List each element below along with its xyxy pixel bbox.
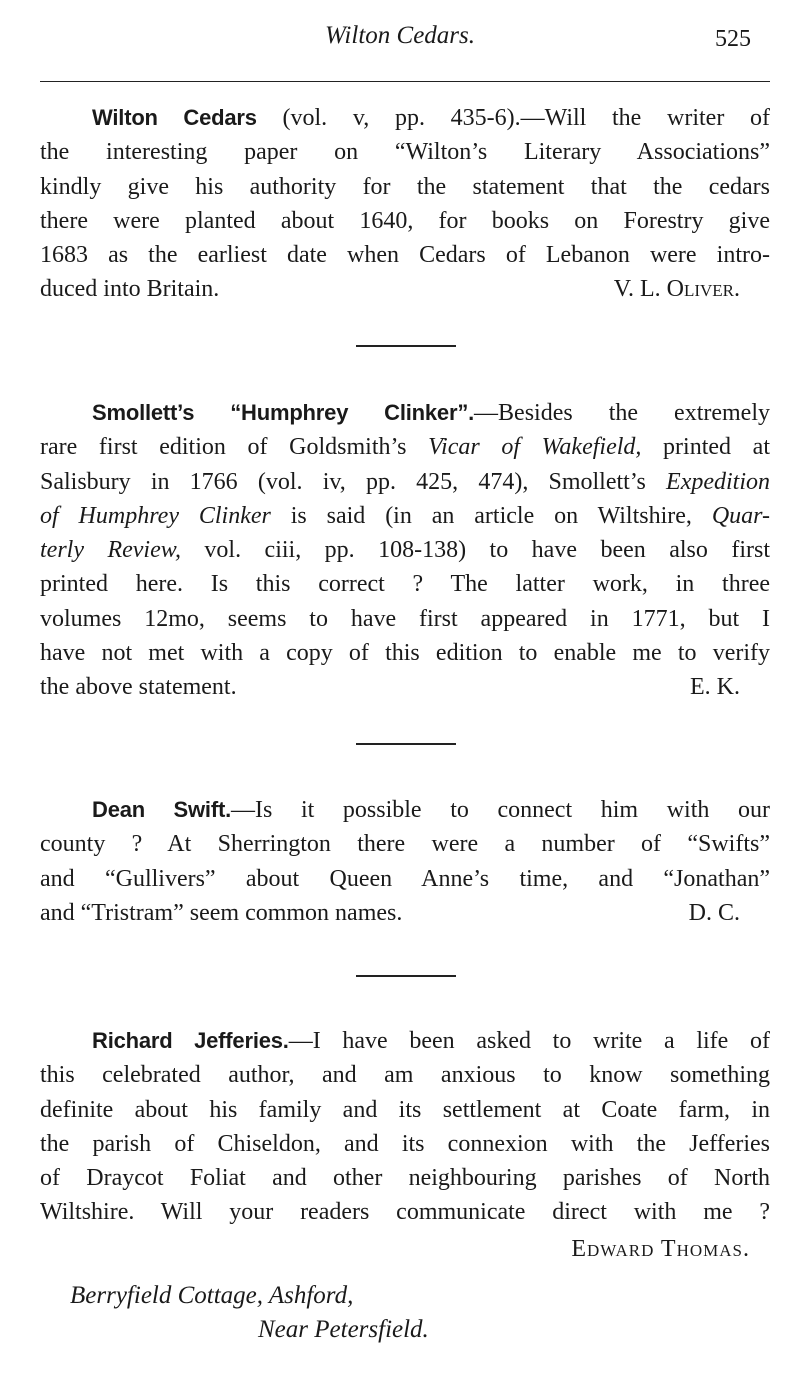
body-text: (vol. v, pp. 435-6).—Will the writer of (256, 105, 770, 131)
text-line (40, 827, 770, 861)
text-line (40, 1161, 770, 1195)
body-text: —Besides the extremely (474, 400, 770, 426)
body-text: rare first edition of Goldsmith’s (40, 434, 429, 461)
text-line (40, 793, 770, 827)
text-line (40, 896, 770, 930)
separator-rule (356, 743, 456, 745)
body-text: the above statement. (40, 674, 237, 701)
separator-rule (356, 975, 456, 977)
signature-edward-thomas: Edward Thomas. (571, 1236, 750, 1262)
body-text: there were planted about 1640, for books on Forestry give (40, 207, 770, 234)
text-line (40, 430, 770, 464)
text-line (40, 170, 770, 204)
signature: D. C. (688, 899, 740, 926)
running-header-title: Wilton Cedars. (324, 22, 475, 49)
body-text: Salisbury in 1766 (vol. iv, pp. 425, 474), Smollett’s (40, 468, 667, 495)
note-heading: Richard Jefferies. (92, 1028, 289, 1053)
text-line (40, 238, 770, 272)
note-richard-jefferies (40, 1024, 770, 1230)
body-text: printed here. Is this correct ? The latter work, in three (40, 571, 770, 598)
italic-text: Vicar of Wakefield, (428, 434, 642, 461)
body-text: and “Tristram” seem common names. (40, 899, 403, 926)
body-text: definite about his family and its settlement at Coate farm, in (40, 1096, 770, 1123)
address-line-2: Near Petersfield. (258, 1316, 429, 1343)
text-line (40, 499, 770, 533)
text-line (40, 101, 770, 135)
text-line (40, 1024, 770, 1058)
text-line (40, 1093, 770, 1127)
note-wilton-cedars (40, 101, 770, 307)
body-text: duced into Britain. (40, 276, 220, 303)
text-line (40, 602, 770, 636)
italic-text: Expedition (666, 468, 770, 495)
body-text: vol. ciii, pp. 108-138) to have been also first (180, 537, 770, 564)
text-line (40, 862, 770, 896)
text-line (40, 1058, 770, 1092)
text-line (40, 204, 770, 238)
italic-text: of Humphrey Clinker (40, 502, 271, 529)
body-text: have not met with a copy of this edition to enable me to verify (40, 640, 770, 667)
text-line (40, 636, 770, 670)
italic-text: Quar- (711, 502, 770, 529)
body-text: is said (in an article on Wiltshire, (270, 502, 712, 529)
body-text: this celebrated author, and am anxious to know something (40, 1062, 770, 1089)
body-text: the interesting paper on “Wilton’s Literary Associations” (40, 139, 770, 166)
body-text: Wiltshire. Will your readers communicate direct with me ? (40, 1199, 770, 1226)
note-dean-swift (40, 793, 770, 930)
body-text: the parish of Chiseldon, and its connexion with the Jefferies (40, 1130, 770, 1157)
note-heading: Wilton Cedars (92, 105, 257, 130)
text-line (40, 465, 770, 499)
body-text: —Is it possible to connect him with our (231, 797, 770, 823)
text-line (40, 396, 770, 430)
separator-rule (356, 345, 456, 347)
text-line (40, 1195, 770, 1229)
signature: V. L. Oliver. (613, 276, 740, 303)
page-number: 525 (715, 26, 751, 52)
body-text: and “Gullivers” about Queen Anne’s time, and “Jonathan” (40, 865, 770, 892)
body-text: volumes 12mo, seems to have first appeared in 1771, but I (40, 605, 770, 632)
text-line (40, 272, 770, 306)
body-text: of Draycot Foliat and other neighbouring parishes of North (40, 1165, 770, 1192)
text-line (40, 670, 770, 704)
note-heading: Dean Swift. (92, 797, 231, 822)
text-line (40, 1127, 770, 1161)
italic-text: terly Review, (40, 537, 181, 564)
body-text: kindly give his authority for the statement that the cedars (40, 173, 770, 200)
note-heading: Smollett’s “Humphrey Clinker”. (92, 400, 475, 425)
body-text: printed at (641, 434, 770, 461)
body-text: 1683 as the earliest date when Cedars of Lebanon were intro- (40, 242, 770, 269)
address-line-1: Berryfield Cottage, Ashford, (70, 1282, 354, 1309)
note-humphrey-clinker (40, 396, 770, 705)
body-text: —I have been asked to write a life of (288, 1028, 770, 1054)
body-text: county ? At Sherrington there were a number of “Swifts” (40, 831, 770, 858)
signature: E. K. (690, 674, 740, 701)
text-line (40, 135, 770, 169)
header-rule (40, 81, 770, 82)
text-line (40, 567, 770, 601)
text-line (40, 533, 770, 567)
